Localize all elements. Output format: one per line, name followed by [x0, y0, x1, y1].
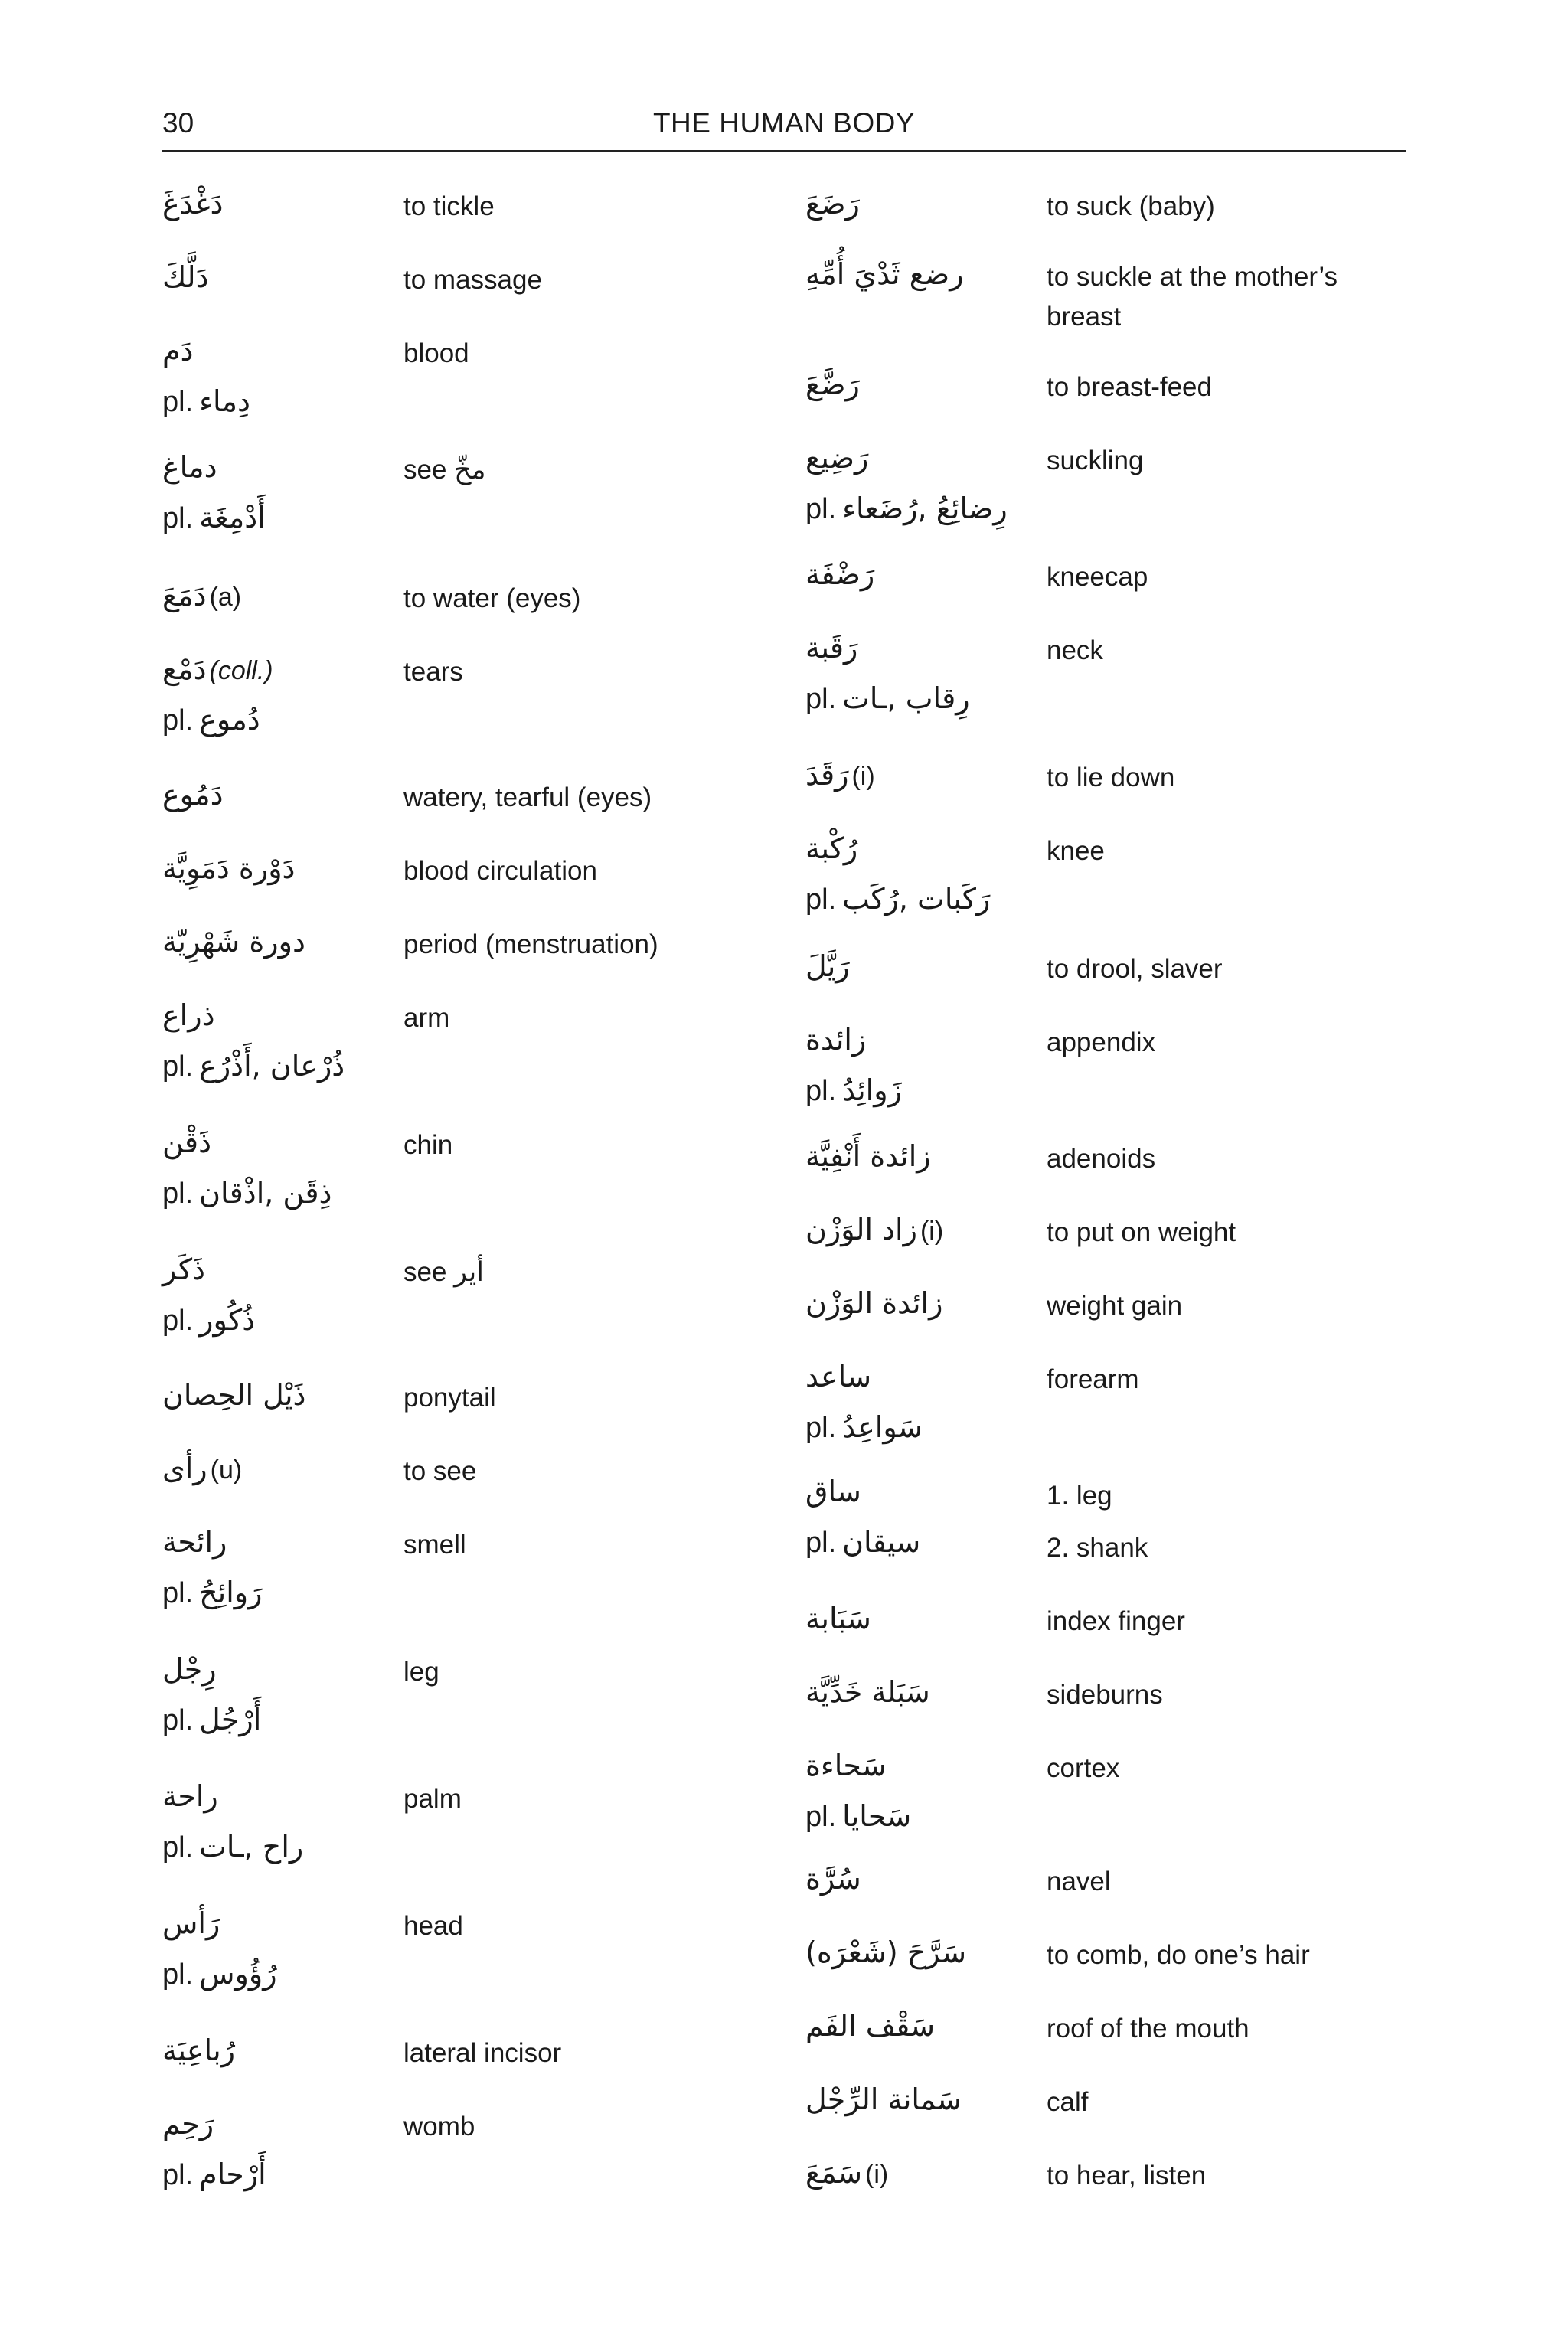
dictionary-entry [162, 2102, 744, 2225]
grammar-note: (u) [210, 1455, 243, 1485]
arabic-headword [162, 329, 193, 372]
english-gloss: blood circulation [403, 856, 597, 886]
arabic-word: دَم [162, 334, 194, 368]
arabic-word: رائحة [162, 1525, 227, 1559]
arabic-word: رَضْفَة [805, 557, 875, 591]
plural-form [162, 1952, 277, 1996]
arabic-headword [805, 553, 874, 596]
plural-word: رِقاب ,ـات [842, 681, 970, 715]
arabic-word: ذَيْل الحِصان [162, 1378, 306, 1412]
arabic-word: سَقْف الفَم [805, 2009, 936, 2043]
plural-word: رِضائِعُ ,رُضَعاء [842, 492, 1008, 525]
arabic-headword [805, 2004, 935, 2047]
arabic-word: راحة [162, 1779, 218, 1813]
dictionary-entry [805, 1470, 1410, 1592]
arabic-word: رَأس [162, 1906, 220, 1940]
plural-label: pl. [805, 1527, 837, 1559]
arabic-word: سُرَّة [805, 1862, 861, 1896]
english-gloss: to hear, listen [1047, 2161, 1207, 2190]
arabic-word: رَقَبة [805, 631, 858, 665]
arabic-headword [805, 1671, 930, 1713]
arabic-headword [162, 1521, 227, 1563]
plural-word: سيقان [842, 1525, 921, 1559]
english-gloss: period (menstruation) [403, 929, 658, 959]
plural-word: راح ,ـات [199, 1830, 304, 1864]
plural-form [162, 496, 266, 540]
english-gloss: womb [403, 2112, 475, 2141]
page-header [162, 106, 1406, 152]
english-gloss: appendix [1047, 1027, 1156, 1057]
plural-label: pl. [162, 386, 194, 418]
english-gloss: blood [403, 338, 469, 368]
arabic-word: دَغْدَغَ [162, 187, 224, 220]
plural-form [162, 698, 260, 742]
arabic-word: دماغ [162, 450, 217, 484]
arabic-headword [162, 574, 241, 619]
plural-word: رَوائِحُ [199, 1576, 263, 1609]
arabic-headword [805, 1018, 866, 1061]
plural-form [805, 877, 990, 921]
arabic-headword [162, 1775, 218, 1818]
arabic-headword [162, 994, 215, 1037]
plural-form [805, 677, 970, 720]
arabic-headword [805, 253, 964, 296]
english-gloss: kneecap [1047, 562, 1148, 592]
plural-form [162, 1825, 303, 1869]
plural-form [162, 1044, 345, 1088]
arabic-word: رَحِم [162, 2107, 214, 2141]
arabic-word: دورة شَهْرِيّة [162, 925, 305, 959]
plural-word: أَرْجُل [199, 1703, 262, 1736]
english-gloss: forearm [1047, 1364, 1139, 1394]
plural-label: pl. [162, 1958, 194, 1991]
english-gloss: to tickle [403, 191, 495, 221]
arabic-word: رُباعِيَة [162, 2034, 236, 2067]
arabic-word: ساق [805, 1475, 861, 1508]
english-gloss: leg [403, 1657, 439, 1687]
plural-label: pl. [162, 1305, 194, 1337]
english-gloss: neck [1047, 635, 1103, 665]
arabic-headword [805, 1470, 861, 1513]
english-gloss: to drool, slaver [1047, 954, 1223, 984]
arabic-headword [805, 1744, 887, 1787]
arabic-headword [162, 1648, 217, 1690]
arabic-word: ذَقْن [162, 1125, 212, 1159]
arabic-word: ساعد [805, 1360, 872, 1393]
english-gloss: see مخّ [403, 455, 486, 485]
english-gloss: to suck (baby) [1047, 191, 1215, 221]
dictionary-entry [805, 1744, 1410, 1867]
dictionary-entry [805, 626, 1410, 749]
dictionary-entry [805, 253, 1410, 375]
english-gloss: see أير [403, 1257, 484, 1287]
english-gloss: cortex [1047, 1753, 1120, 1783]
running-title: THE HUMAN BODY [652, 107, 916, 139]
arabic-headword [162, 1248, 205, 1291]
dictionary-entry [162, 446, 744, 568]
arabic-word: دَمَعَ [162, 579, 207, 612]
plural-label: pl. [805, 493, 837, 525]
arabic-headword [805, 1135, 931, 1178]
arabic-word: دَمُوع [162, 778, 224, 812]
arabic-word: سَحاءة [805, 1749, 887, 1782]
arabic-headword [162, 1447, 242, 1491]
english-gloss: adenoids [1047, 1144, 1156, 1174]
english-gloss: ponytail [403, 1383, 496, 1413]
arabic-headword [162, 847, 295, 890]
dictionary-entry [162, 1121, 744, 1243]
english-gloss: to massage [403, 265, 542, 295]
arabic-headword [805, 1597, 871, 1640]
arabic-headword [162, 2102, 214, 2145]
gloss-sense: 2. shank [1047, 1533, 1148, 1563]
plural-word: زَوائِدُ [842, 1073, 902, 1107]
arabic-word: رَضَّعَ [805, 368, 860, 401]
plural-label: pl. [805, 1412, 837, 1444]
dictionary-entry [162, 1248, 744, 1370]
grammar-note: (i) [865, 2160, 889, 2189]
dictionary-entry [805, 1018, 1410, 1141]
grammar-note: (i) [851, 762, 875, 791]
arabic-headword [805, 1857, 861, 1900]
english-gloss: sideburns [1047, 1680, 1163, 1710]
english-gloss: chin [403, 1130, 453, 1160]
plural-form [805, 487, 1008, 531]
dictionary-entry [162, 648, 744, 770]
dictionary-entry [805, 2151, 1410, 2274]
english-gloss: arm [403, 1003, 450, 1033]
arabic-headword [162, 1374, 305, 1416]
dictionary-entry [162, 1521, 744, 1643]
dictionary-entry [805, 436, 1410, 559]
arabic-word: دَوْرة دَمَوِيَّة [162, 851, 296, 885]
plural-label: pl. [162, 1831, 194, 1864]
plural-form [162, 2153, 266, 2197]
english-gloss: watery, tearful (eyes) [403, 782, 652, 812]
plural-word: أَرْحام [199, 2158, 266, 2191]
arabic-headword [162, 773, 224, 816]
plural-form [805, 1069, 902, 1112]
arabic-word: رَيَّلَ [805, 949, 850, 983]
arabic-headword [162, 920, 305, 963]
plural-label: pl. [162, 704, 194, 737]
english-gloss: smell [403, 1530, 466, 1560]
dictionary-entry [162, 1902, 744, 2024]
plural-form [162, 1698, 261, 1742]
arabic-word: دَلَّكَ [162, 260, 209, 294]
english-gloss: roof of the mouth [1047, 2014, 1250, 2043]
english-gloss: calf [1047, 2087, 1089, 2117]
arabic-headword [162, 1902, 220, 1945]
arabic-word: سَرَّحَ (شَعْرَه) [805, 1936, 967, 1969]
english-gloss: tears [403, 657, 463, 687]
plural-label: pl. [805, 1801, 837, 1833]
plural-label: pl. [162, 502, 194, 534]
arabic-word: ذَكَر [162, 1253, 205, 1286]
plural-word: رَكَبات ,رُكَب [842, 882, 991, 916]
plural-label: pl. [805, 683, 837, 715]
arabic-headword [805, 827, 858, 870]
plural-form [162, 1298, 255, 1342]
grammar-note: (coll.) [209, 656, 273, 685]
plural-form [805, 1521, 920, 1564]
arabic-headword [162, 446, 217, 488]
english-gloss: to suckle at the mother’s breast [1047, 262, 1338, 332]
arabic-word: رَضِيع [805, 441, 869, 475]
page-number: 30 [162, 107, 194, 139]
arabic-headword [805, 2078, 962, 2121]
plural-word: ذُرْعان ,أَذْرُع [199, 1049, 345, 1083]
arabic-word: سَمانة الرِّجْل [805, 2082, 962, 2116]
plural-form [805, 1406, 923, 1449]
plural-label: pl. [162, 2159, 194, 2191]
plural-label: pl. [805, 1075, 837, 1107]
grammar-note: (i) [920, 1217, 944, 1246]
english-gloss [1047, 1470, 1406, 1574]
arabic-word: زائدة [805, 1023, 867, 1057]
arabic-headword [805, 1208, 943, 1253]
arabic-word: رَقَدَ [805, 758, 849, 792]
plural-form [162, 1171, 332, 1215]
arabic-word: رُكْبة [805, 831, 858, 865]
arabic-word: زاد الوَزْن [805, 1213, 917, 1246]
arabic-headword [805, 1931, 966, 1974]
arabic-word: رأى [162, 1452, 207, 1485]
plural-label: pl. [162, 1577, 194, 1609]
arabic-word: دَمْع [162, 652, 207, 686]
plural-form [162, 380, 250, 423]
english-gloss: to put on weight [1047, 1217, 1236, 1247]
dictionary-entry [162, 994, 744, 1116]
arabic-headword [805, 182, 860, 225]
arabic-word: سَبَلة خَدِّيَّة [805, 1675, 930, 1709]
english-gloss: lateral incisor [403, 2038, 562, 2068]
arabic-headword [805, 626, 858, 669]
arabic-headword [805, 753, 875, 798]
arabic-headword [805, 1355, 871, 1398]
english-gloss: knee [1047, 836, 1105, 866]
plural-word: ذِقَن ,اذْقان [199, 1176, 332, 1210]
dictionary-entry [805, 1355, 1410, 1478]
plural-label: pl. [162, 1704, 194, 1736]
arabic-word: زائدة الوَزْن [805, 1286, 943, 1320]
arabic-headword [162, 182, 223, 225]
arabic-word: سَمَعَ [805, 2156, 863, 2190]
plural-word: ذُكُور [199, 1303, 256, 1337]
plural-form [162, 1571, 263, 1615]
plural-word: أَدْمِغَة [199, 501, 266, 534]
english-gloss: palm [403, 1784, 462, 1814]
arabic-headword [162, 648, 273, 692]
arabic-headword [805, 1282, 942, 1325]
plural-label: pl. [162, 1050, 194, 1083]
arabic-headword [162, 2029, 235, 2072]
english-gloss: suckling [1047, 446, 1144, 475]
plural-word: رُؤُوس [199, 1957, 277, 1991]
dictionary-entry [162, 329, 744, 452]
english-gloss: to lie down [1047, 763, 1175, 792]
grammar-note: (a) [209, 583, 242, 612]
arabic-headword [805, 2151, 888, 2196]
arabic-word: رَضَعَ [805, 187, 860, 220]
english-gloss: navel [1047, 1867, 1111, 1896]
arabic-headword [805, 436, 868, 479]
english-gloss: to comb, do one’s hair [1047, 1940, 1310, 1970]
english-gloss: weight gain [1047, 1291, 1183, 1321]
arabic-headword [162, 256, 209, 299]
plural-word: دُموع [199, 703, 260, 737]
english-gloss: to water (eyes) [403, 583, 581, 613]
english-gloss: head [403, 1911, 463, 1941]
dictionary-entry [805, 827, 1410, 949]
plural-word: دِماء [199, 384, 250, 418]
arabic-word: ذراع [162, 998, 215, 1032]
arabic-headword [805, 945, 850, 988]
english-gloss: to see [403, 1456, 477, 1486]
gloss-sense: 1. leg [1047, 1481, 1112, 1511]
dictionary-entry [162, 1775, 744, 1897]
plural-label: pl. [805, 884, 837, 916]
english-gloss: index finger [1047, 1606, 1185, 1636]
dictionary-entry [162, 1648, 744, 1770]
plural-word: سَواعِدُ [842, 1410, 923, 1444]
plural-form [805, 1795, 911, 1838]
arabic-word: زائدة أَنْفِيَّة [805, 1139, 931, 1173]
arabic-headword [162, 1121, 211, 1164]
arabic-headword [805, 363, 860, 406]
arabic-word: سَبَابة [805, 1602, 871, 1635]
plural-word: سَحايا [842, 1799, 912, 1833]
english-gloss: to breast-feed [1047, 372, 1212, 402]
plural-label: pl. [162, 1178, 194, 1210]
arabic-word: رِجْل [162, 1652, 217, 1686]
arabic-word: رضع ثَدْيَ أُمِّهِ [805, 257, 964, 291]
